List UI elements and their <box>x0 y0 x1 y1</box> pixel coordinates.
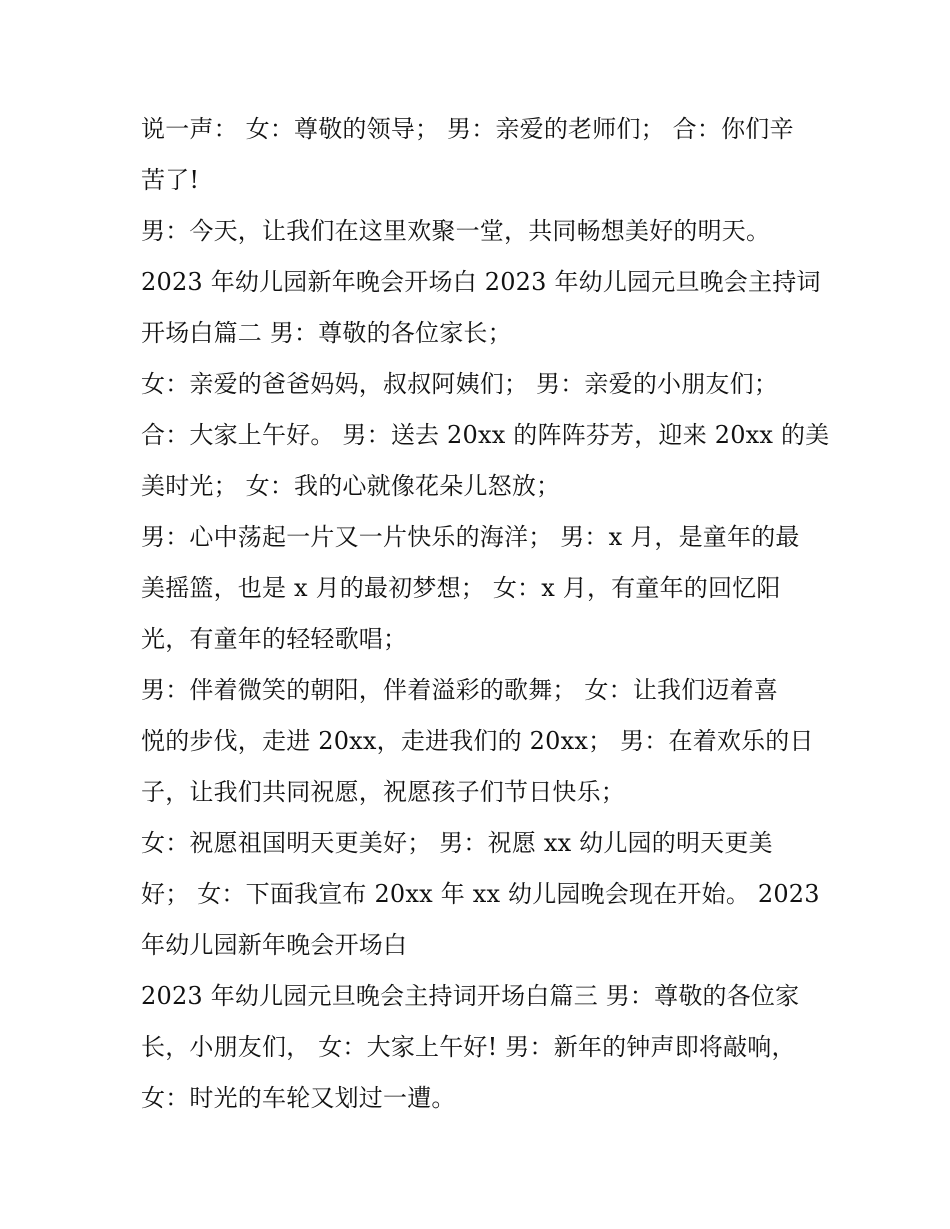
text-line: 美摇篮，也是 x 月的最初梦想； 女：x 月，有童年的回忆阳 <box>141 574 781 602</box>
text-line: 长，小朋友们， 女：大家上午好! 男：新年的钟声即将敲响， <box>141 1033 796 1061</box>
text-line: 子，让我们共同祝愿，祝愿孩子们节日快乐； <box>141 778 625 806</box>
text-line: 说一声： 女：尊敬的领导； 男：亲爱的老师们； 合：你们辛 <box>141 115 794 143</box>
text-line: 年幼儿园新年晚会开场白 <box>141 931 408 959</box>
text-line: 男：伴着微笑的朝阳，伴着溢彩的歌舞； 女：让我们迈着喜 <box>141 676 779 704</box>
text-line: 光，有童年的轻轻歌唱； <box>141 625 408 653</box>
text-line: 女：亲爱的爸爸妈妈，叔叔阿姨们； 男：亲爱的小朋友们； <box>141 370 779 398</box>
text-line: 2023 年幼儿园元旦晚会主持词开场白篇三 男：尊敬的各位家 <box>141 982 800 1010</box>
text-line: 女：祝愿祖国明天更美好； 男：祝愿 xx 幼儿园的明天更美 <box>141 829 773 857</box>
text-line: 男：心中荡起一片又一片快乐的海洋； 男：x 月，是童年的最 <box>141 523 800 551</box>
text-line: 开场白篇二 男：尊敬的各位家长； <box>141 319 512 347</box>
text-line: 美时光； 女：我的心就像花朵儿怒放； <box>141 472 561 500</box>
text-line: 2023 年幼儿园新年晚会开场白 2023 年幼儿园元旦晚会主持词 <box>141 268 821 296</box>
text-line: 合：大家上午好。 男：送去 20xx 的阵阵芬芳，迎来 20xx 的美 <box>141 421 830 449</box>
text-line: 悦的步伐，走进 20xx，走进我们的 20xx； 男：在着欢乐的日 <box>141 727 814 755</box>
document-page <box>141 104 830 1124</box>
text-line: 好； 女：下面我宣布 20xx 年 xx 幼儿园晚会现在开始。 2023 <box>141 880 820 908</box>
text-line: 苦了! <box>141 166 200 194</box>
text-line: 女：时光的车轮又划过一遭。 <box>141 1084 456 1112</box>
text-line: 男：今天，让我们在这里欢聚一堂，共同畅想美好的明天。 <box>141 217 771 245</box>
